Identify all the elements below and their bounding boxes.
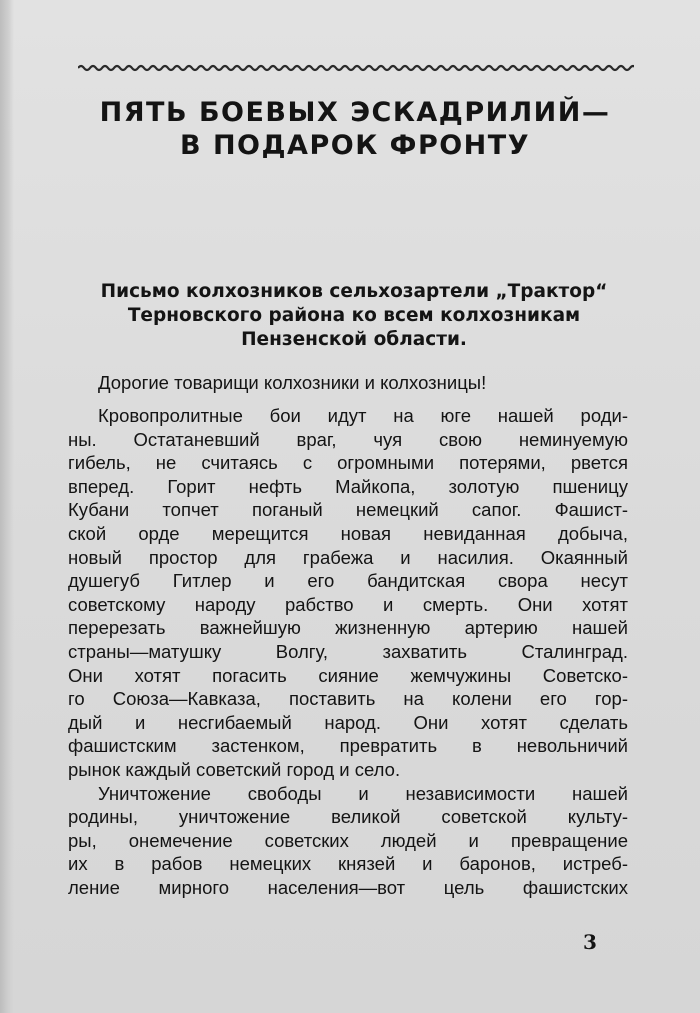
subtitle-line-1: Письмо колхозников сельхозартели „Трактор“ — [100, 281, 608, 302]
body-line: го Союза—Кавказа, поставить на колени его гор- — [68, 688, 628, 710]
body-line: перерезать важнейшую жизненную артерию нашей — [68, 617, 628, 639]
body-line: Кровопролитные бои идут на юге нашей роди- — [98, 405, 628, 426]
body-line: их в рабов немецких князей и баронов, истреб- — [68, 853, 628, 875]
body-line: фашистским застенком, превратить в невольничий — [68, 735, 628, 757]
subtitle-line-3: Пензенской области. — [241, 329, 467, 350]
decorative-wavy-rule — [78, 62, 634, 74]
body-line: советскому народу рабство и смерть. Они хотят — [68, 593, 628, 615]
body-line: ры, онемечение советских людей и превращение — [68, 829, 628, 851]
article-heading — [60, 96, 650, 162]
body-line: душегуб Гитлер и его бандитская свора несут — [68, 570, 628, 592]
subtitle-line-2: Терновского района ко всем колхозникам — [127, 305, 581, 326]
body-line: ление мирного населения—вот цель фашистских — [68, 876, 628, 898]
body-line: ны. Остатаневший враг, чуя свою неминуемую — [68, 428, 628, 450]
body-line: родины, уничтожение великой советской культу- — [68, 806, 628, 828]
heading-line-1: ПЯТЬ БОЕВЫХ ЭСКАДРИЛИЙ— — [99, 97, 611, 128]
letter-body — [68, 404, 628, 899]
body-line: гибель, не считаясь с огромными потерями, рвется — [68, 452, 628, 474]
page-binding-edge — [0, 0, 14, 1013]
body-line: новый простор для грабежа и насилия. Окаянный — [68, 546, 628, 568]
body-line: страны—матушку Волгу, захватить Сталинград. — [68, 640, 628, 662]
body-line: вперед. Горит нефть Майкопа, золотую пшеницу — [68, 475, 628, 497]
body-line: Кубани топчет поганый немецкий сапог. Фашист- — [68, 499, 628, 521]
letter-subtitle — [70, 280, 638, 352]
body-line: Уничтожение свободы и независимости нашей — [98, 782, 628, 804]
page-number: 3 — [583, 930, 597, 954]
body-line: дый и несгибаемый народ. Они хотят сделать — [68, 711, 628, 733]
body-line: ской орде мерещится новая невиданная добыча, — [68, 522, 628, 544]
body-line: рынок каждый советский город и село. — [68, 758, 401, 780]
heading-line-2: В ПОДАРОК ФРОНТУ — [179, 130, 531, 161]
body-line: Они хотят погасить сияние жемчужины Советско- — [68, 664, 628, 686]
letter-greeting: Дорогие товарищи колхозники и колхозницы! — [98, 372, 487, 393]
